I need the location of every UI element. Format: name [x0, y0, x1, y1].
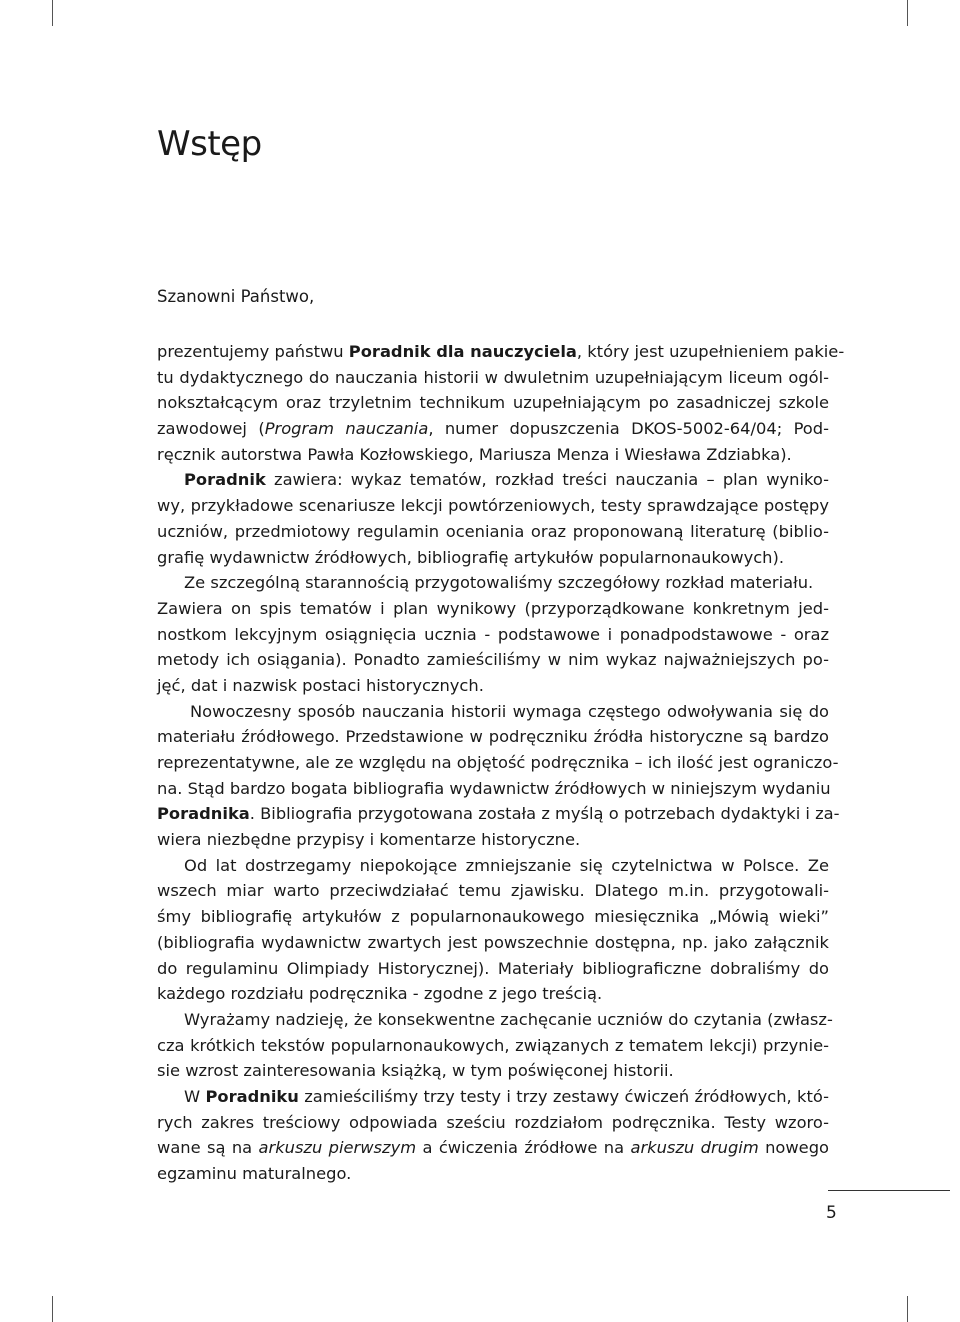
text-segment: uczniów, przedmiotowy regulamin oceniania oraz proponowaną literaturę (biblio- [157, 521, 829, 541]
bold-text: Poradnik dla nauczyciela [348, 342, 577, 361]
text-line [157, 1110, 829, 1136]
text-segment: a ćwiczenia źródłowe na [416, 1138, 631, 1158]
text-segment: W [184, 1086, 206, 1106]
text-line [157, 365, 829, 391]
text-segment: cza krótkich tekstów popularnonaukowych, związanych z tematem lekcji) przynie- [157, 1035, 829, 1055]
text-segment: Od lat dostrzegamy niepokojące zmniejszanie się czytelnictwa w Polsce. Ze [184, 855, 829, 875]
crop-mark-top-left [52, 0, 53, 26]
bold-text: Poradnik [184, 470, 266, 490]
text-line [157, 622, 829, 648]
text-segment: rych zakres treściowy odpowiada sześciu rozdziałom podręcznika. Testy wzoro- [157, 1112, 829, 1132]
text-segment: ręcznik autorstwa Pawła Kozłowskiego, Mariusza Menza i Wiesława Zdziabka). [157, 444, 792, 464]
text-segment: zawodowej ( [157, 419, 265, 439]
text-line [157, 1135, 829, 1161]
text-line [157, 956, 829, 982]
text-segment: nostkom lekcyjnym osiągnięcia ucznia - podstawowe i ponadpodstawowe - oraz [157, 624, 829, 644]
text-segment: materiału źródłowego. Przedstawione w podręczniku źródła historyczne są bardzo [157, 727, 829, 747]
text-segment: jęć, dat i nazwisk postaci historycznych. [157, 675, 484, 695]
text-segment: nowego [758, 1138, 829, 1158]
text-segment: Zawiera on spis tematów i plan wynikowy (przyporządkowane konkretnym jed- [157, 598, 829, 618]
body-text [157, 339, 845, 1187]
text-segment: , numer dopuszczenia DKOS-5002-64/04; Pod- [428, 419, 829, 439]
text-segment: śmy bibliografię artykułów z popularnonaukowego miesięcznika „Mówią wieki” [157, 907, 829, 927]
italic-text: arkuszu pierwszym [258, 1138, 417, 1158]
text-line [157, 930, 829, 956]
text-segment: tu dydaktycznego do nauczania historii w dwuletnim uzupełniającym liceum ogól- [157, 367, 829, 387]
italic-text: arkuszu drugim [630, 1138, 759, 1158]
salutation: Szanowni Państwo, [157, 287, 315, 306]
text-segment: Nowoczesny sposób nauczania historii wymaga częstego odwoływania się do [190, 701, 829, 721]
text-line [157, 853, 829, 879]
page-title: Wstęp [157, 124, 262, 164]
text-line [157, 1084, 829, 1110]
italic-text: Program nauczania [264, 419, 429, 439]
text-line [157, 647, 829, 673]
text-line [157, 1058, 829, 1084]
text-line [157, 390, 829, 416]
text-line [157, 1007, 833, 1033]
text-segment: reprezentatywne, ale ze względu na objętość podręcznika – ich ilość jest ograniczo- [157, 753, 839, 772]
text-segment: prezentujemy państwu [157, 342, 349, 361]
crop-mark-bottom-right [907, 1296, 908, 1322]
text-line [157, 442, 829, 468]
footer-rule [828, 1190, 950, 1191]
text-segment: Ze szczególną starannością przygotowaliśmy szczegółowy rozkład materiału. [184, 573, 814, 593]
text-line [157, 493, 829, 519]
text-line [157, 570, 829, 596]
text-line [157, 750, 839, 776]
crop-mark-bottom-left [52, 1296, 53, 1322]
text-line [157, 1161, 829, 1187]
text-segment: . Bibliografia przygotowana została z myślą o potrzebach dydaktyki i za- [249, 804, 840, 824]
text-segment: sie wzrost zainteresowania książką, w tym poświęconej historii. [157, 1061, 674, 1081]
crop-mark-top-right [907, 0, 908, 26]
text-line [157, 1033, 829, 1059]
text-segment: każdego rozdziału podręcznika - zgodne z jego treścią. [157, 984, 603, 1004]
text-line [157, 801, 840, 827]
text-segment: metody ich osiągania). Ponadto zamieściliśmy w nim wykaz najważniejszych po- [157, 650, 829, 670]
text-segment: egzaminu maturalnego. [157, 1164, 352, 1183]
text-line [157, 981, 829, 1007]
text-line [157, 776, 829, 802]
text-segment: nokształcącym oraz trzyletnim technikum uzupełniającym po zasadniczej szkole [157, 393, 829, 413]
text-line [157, 416, 829, 442]
text-line [157, 673, 829, 699]
text-line [157, 339, 845, 365]
text-segment: wy, przykładowe scenariusze lekcji powtórzeniowych, testy sprawdzające postępy [157, 496, 829, 516]
text-segment: Wyrażamy nadzieję, że konsekwentne zachęcanie uczniów do czytania (zwłasz- [184, 1009, 833, 1029]
text-segment: na. Stąd bardzo bogata bibliografia wydawnictw źródłowych w niniejszym wydaniu [157, 778, 831, 798]
text-line [157, 596, 829, 622]
text-segment: do regulaminu Olimpiady Historycznej). Materiały bibliograficzne dobraliśmy do [157, 958, 829, 978]
text-segment: zawiera: wykaz tematów, rozkład treści nauczania – plan wyniko- [265, 470, 829, 490]
bold-text: Poradnika [157, 804, 250, 824]
text-segment: wiera niezbędne przypisy i komentarze historyczne. [157, 830, 581, 850]
text-segment: zamieściliśmy trzy testy i trzy zestawy ćwiczeń źródłowych, któ- [298, 1086, 829, 1106]
text-line [157, 467, 829, 493]
bold-text: Poradniku [205, 1086, 299, 1106]
text-segment: wszech miar warto przeciwdziałać temu zjawisku. Dlatego m.in. przygotowali- [157, 881, 829, 901]
text-line [157, 878, 829, 904]
text-line [157, 519, 829, 545]
text-line [157, 724, 829, 750]
text-segment: , który jest uzupełnieniem pakie- [576, 342, 845, 361]
text-segment: wane są na [157, 1138, 259, 1158]
text-line [157, 827, 829, 853]
text-line [157, 699, 829, 725]
text-segment: (bibliografia wydawnictw zwartych jest powszechnie dostępna, np. jako załącznik [157, 932, 829, 952]
text-line [157, 545, 829, 571]
text-line [157, 904, 829, 930]
text-segment: grafię wydawnictw źródłowych, bibliografię artykułów popularnonaukowych). [157, 547, 785, 567]
page-number: 5 [826, 1203, 837, 1223]
